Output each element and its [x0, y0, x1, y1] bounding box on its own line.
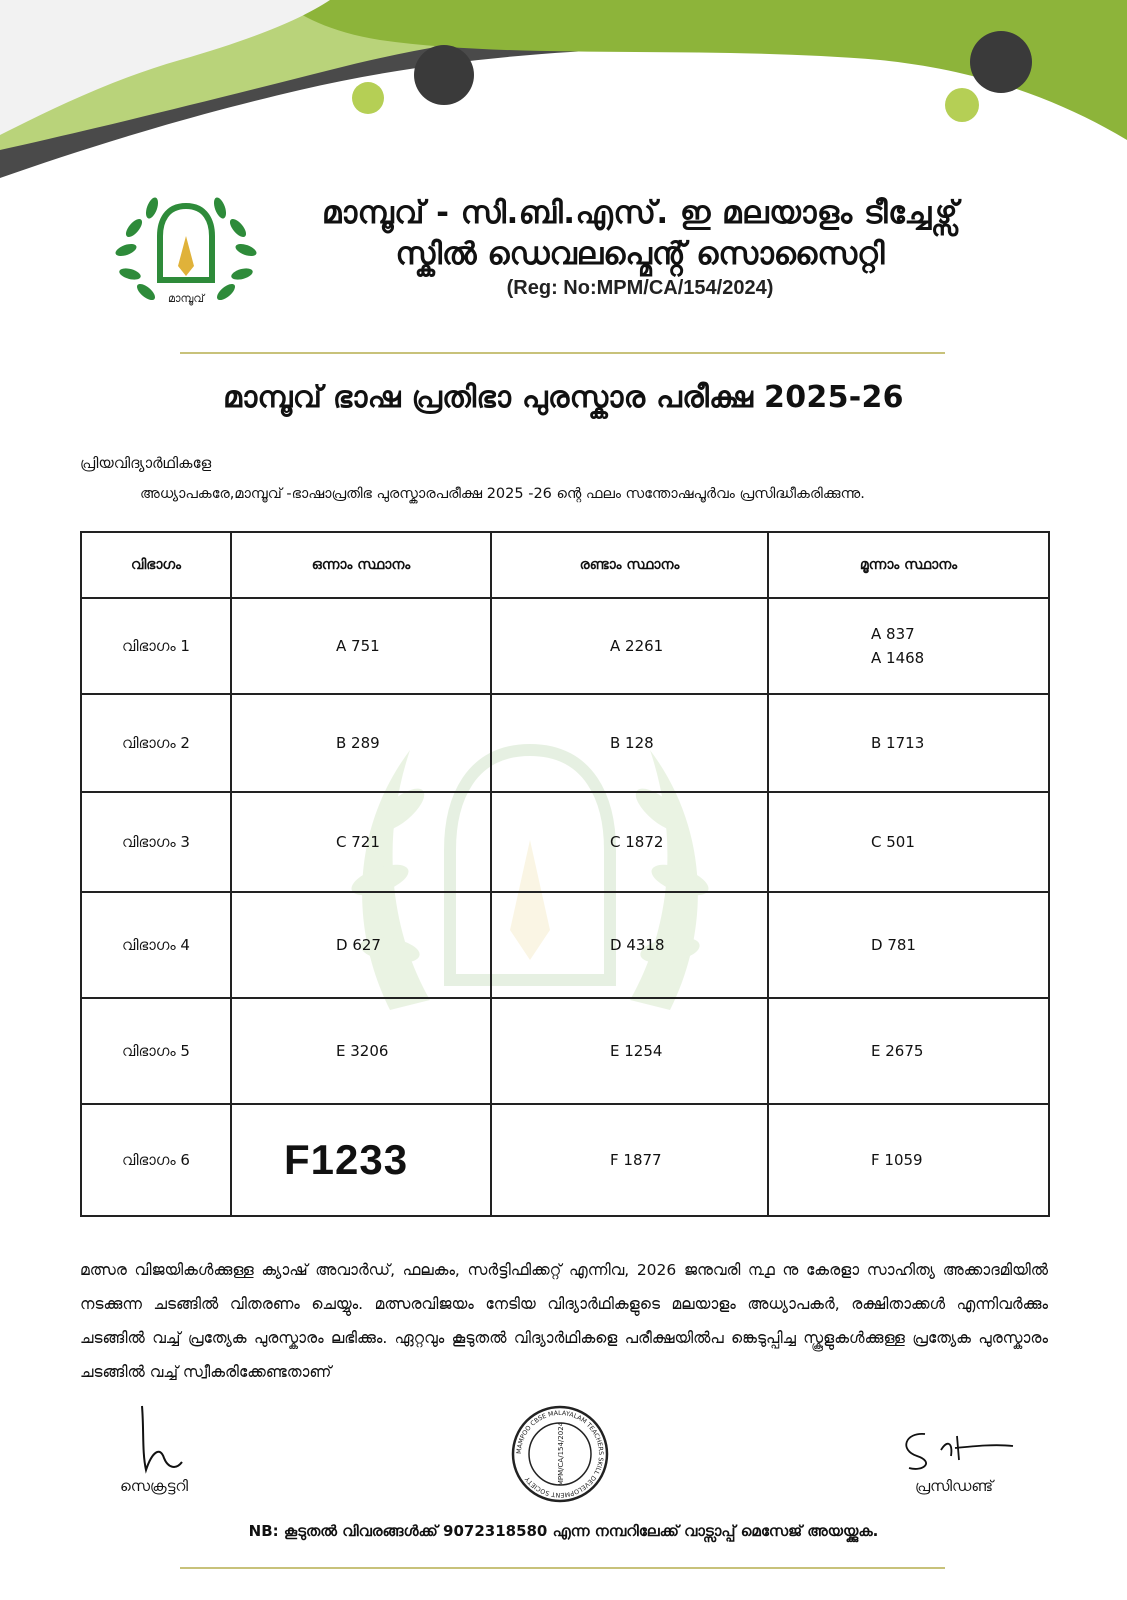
first-place-cell: C 721 — [231, 792, 491, 892]
first-place-cell: A 751 — [231, 598, 491, 694]
official-seal — [510, 1404, 610, 1504]
header-decoration — [0, 0, 1127, 200]
header-category: വിഭാഗം — [81, 532, 231, 598]
category-cell: വിഭാഗം 1 — [81, 598, 231, 694]
seal-text: MAMPOO CBSE MALAYALAM TEACHERS SKILL DEVELOPMENT SOCIETY — [515, 1409, 605, 1499]
divider-bottom — [180, 1567, 945, 1569]
header-first-place: ഒന്നാം സ്ഥാനം — [231, 532, 491, 598]
first-place-cell — [231, 1104, 491, 1216]
society-logo — [112, 188, 260, 312]
table-row — [81, 598, 1049, 694]
third-place-value: A 837 — [871, 625, 915, 643]
third-place-value-extra: A 1468 — [871, 649, 925, 667]
registration-number: (Reg: No:MPM/CA/154/2024) — [506, 277, 774, 299]
logo-caption: മാമ്പൂവ് — [168, 292, 204, 305]
first-place-cell: D 627 — [231, 892, 491, 998]
category-cell: വിഭാഗം 6 — [81, 1104, 231, 1216]
secretary-label: സെക്രട്ടറി — [120, 1477, 188, 1495]
results-table — [80, 531, 1050, 1217]
announcement-paragraph: മത്സര വിജയികൾക്കുള്ള ക്യാഷ് അവാർഡ്, ഫലകം, സർട്ടിഫിക്കറ്റ് എന്നിവ, 2026 ജനുവരി ൩൧ നു കേരളാ സാഹിത്യ അക്കാദമിയിൽ നടക്കുന്ന ചടങ്ങിൽ വിതരണം ചെയ്യും. മത്സരവിജയം നേടിയ വിദ്യാർഥികളുടെ മലയാളം അധ്യാപകർ, രക്ഷിതാക്കൾ എന്നിവർക്കും ചടങ്ങിൽ വച്ച് പ്രത്യേക പുരസ്കാരം ലഭിക്കും. ഏറ്റവും കൂടുതൽ വിദ്യാർഥികളെ പരീക്ഷയിൽപ ങ്കെടുപ്പിച്ച സ്കൂളുകൾക്കുള്ള പ്രത്യേക പുരസ്കാരം ചടങ്ങിൽ വച്ച് സ്വീകരിക്കേണ്ടതാണ് — [80, 1261, 1048, 1381]
table-row — [81, 892, 1049, 998]
second-place-cell: A 2261 — [491, 598, 768, 694]
header-third-place: മൂന്നാം സ്ഥാനം — [768, 532, 1049, 598]
footer-note: NB: കൂടുതൽ വിവരങ്ങൾക്ക് 9072318580 എന്ന നമ്പറിലേക്ക് വാട്സാപ്പ് മെസേജ് അയയ്ക്കുക. — [248, 1522, 879, 1540]
category-cell: വിഭാഗം 3 — [81, 792, 231, 892]
second-place-cell: F 1877 — [491, 1104, 768, 1216]
second-place-cell: B 128 — [491, 694, 768, 792]
third-place-cell — [768, 598, 1049, 694]
third-place-cell: E 2675 — [768, 998, 1049, 1104]
table-row — [81, 998, 1049, 1104]
second-place-cell: E 1254 — [491, 998, 768, 1104]
secretary-signature — [120, 1400, 230, 1480]
category-cell: വിഭാഗം 5 — [81, 998, 231, 1104]
table-row — [81, 1104, 1049, 1216]
third-place-cell: F 1059 — [768, 1104, 1049, 1216]
second-place-cell: D 4318 — [491, 892, 768, 998]
first-place-cell: E 3206 — [231, 998, 491, 1104]
category-cell: വിഭാഗം 4 — [81, 892, 231, 998]
third-place-cell: D 781 — [768, 892, 1049, 998]
first-place-value-handwritten: F1233 — [284, 1136, 409, 1183]
table-header-row — [81, 532, 1049, 598]
intro-text: അധ്യാപകരേ,മാമ്പൂവ് -ഭാഷാപ്രതിഭ പുരസ്കാരപരീക്ഷ 2025 -26 ന്റെ ഫലം സന്തോഷപൂർവം പ്രസിദ്ധീകരിക്കുന്നു. — [140, 486, 865, 502]
divider-top — [180, 352, 945, 354]
organization-header — [280, 195, 1000, 300]
third-place-cell: B 1713 — [768, 694, 1049, 792]
first-place-cell: B 289 — [231, 694, 491, 792]
header-second-place: രണ്ടാം സ്ഥാനം — [491, 532, 768, 598]
organization-name-line2: സ്കിൽ ഡെവലപ്മെൻ്റ് സൊസൈറ്റി — [395, 236, 885, 272]
table-row — [81, 694, 1049, 792]
salutation: പ്രിയവിദ്യാർഥികളേ — [80, 454, 212, 472]
seal-registration: MPM/CA/154/2024 — [557, 1421, 565, 1487]
page-title: മാമ്പൂവ് ഭാഷ പ്രതിഭാ പുരസ്കാര പരീക്ഷ 2025-26 — [223, 380, 904, 415]
category-cell: വിഭാഗം 2 — [81, 694, 231, 792]
president-label: പ്രസിഡണ്ട് — [915, 1477, 994, 1495]
second-place-cell: C 1872 — [491, 792, 768, 892]
table-row — [81, 792, 1049, 892]
president-signature — [895, 1420, 1025, 1480]
third-place-cell: C 501 — [768, 792, 1049, 892]
organization-name-line1: മാമ്പൂവ് - സി.ബി.എസ്. ഇ മലയാളം ടീച്ചേഴ്സ് — [321, 195, 958, 231]
